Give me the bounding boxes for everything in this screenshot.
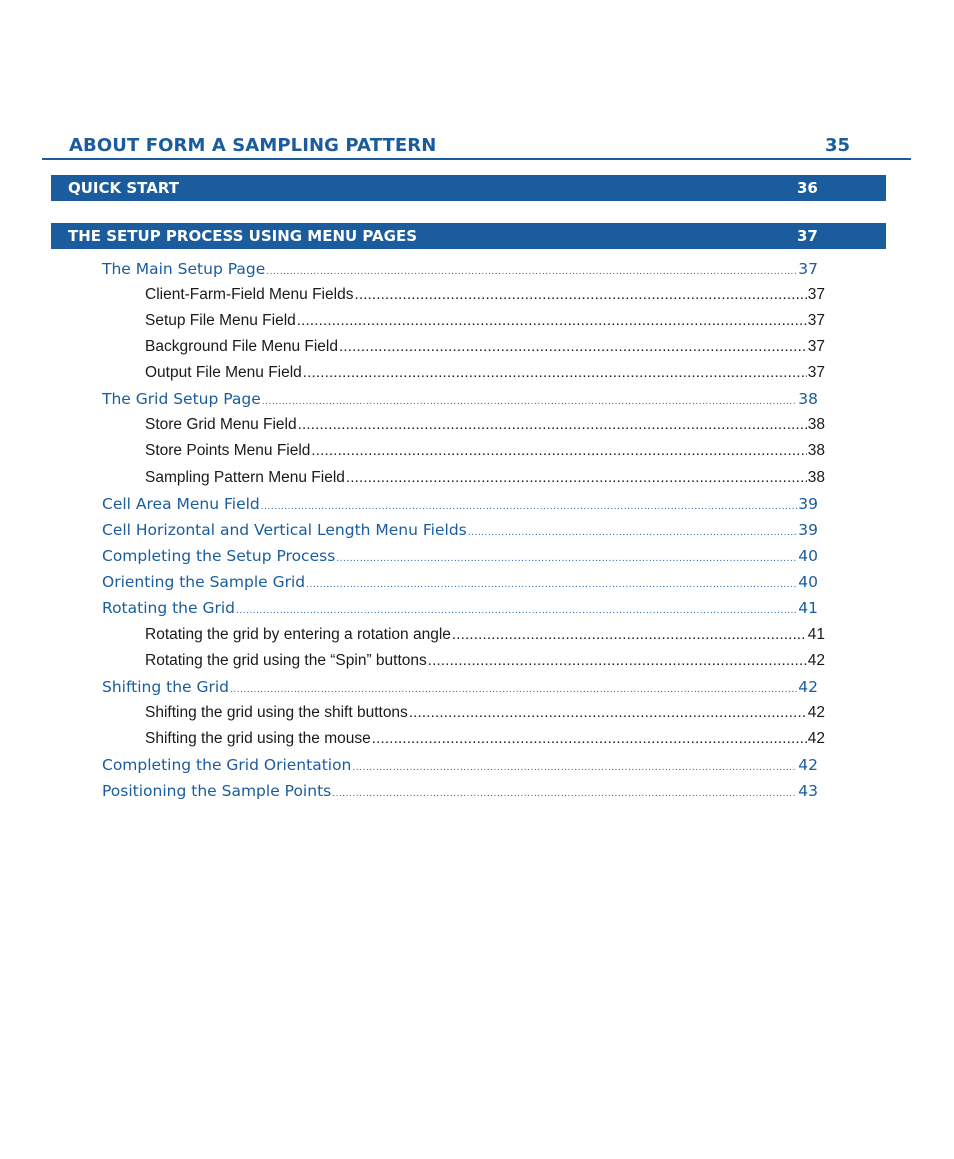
toc-entry-page: 39	[798, 521, 818, 539]
toc-entry-page: 38	[807, 442, 825, 459]
leader-dots	[261, 502, 798, 512]
leader-dots	[297, 312, 807, 329]
leader-dots	[372, 730, 807, 747]
toc-entry-cell-length[interactable]	[102, 521, 818, 543]
toc-entry-label: The Grid Setup Page	[102, 390, 261, 408]
toc-entry-page: 42	[807, 730, 825, 747]
leader-dots	[452, 626, 807, 643]
toc-entry-page: 41	[798, 599, 818, 617]
toc-entry-label: Rotating the grid by entering a rotation angle	[145, 626, 451, 643]
toc-entry-label: Shifting the grid using the shift buttons	[145, 704, 408, 721]
leader-dots	[409, 704, 807, 721]
toc-entry-page: 42	[798, 756, 818, 774]
toc-entry-label: Cell Area Menu Field	[102, 495, 260, 513]
toc-entry-page: 41	[807, 626, 825, 643]
toc-entry-positioning-points[interactable]	[102, 782, 818, 804]
leader-dots	[354, 286, 806, 303]
toc-entry-label: Positioning the Sample Points	[102, 782, 332, 800]
toc-entry-page: 38	[807, 416, 825, 433]
toc-entry-label: Setup File Menu Field	[145, 312, 296, 329]
toc-entry-page: 42	[807, 652, 825, 669]
toc-entry-orienting-grid[interactable]	[102, 573, 818, 595]
toc-entry-background-file[interactable]	[145, 338, 825, 360]
toc-entry-label: Completing the Grid Orientation	[102, 756, 352, 774]
toc-entry-rotating-grid[interactable]	[102, 599, 818, 621]
toc-entry-page: 37	[807, 312, 825, 329]
leader-dots	[311, 442, 806, 459]
leader-dots	[428, 652, 807, 669]
toc-entry-label: Cell Horizontal and Vertical Length Menu Fields	[102, 521, 467, 539]
leader-dots	[336, 554, 797, 564]
toc-entry-sampling-pattern[interactable]	[145, 469, 825, 491]
toc-entry-store-grid[interactable]	[145, 416, 825, 438]
toc-entry-page: 38	[807, 469, 825, 486]
toc-entry-shifting-grid[interactable]	[102, 678, 818, 700]
toc-entry-page: 37	[807, 286, 825, 303]
toc-entry-label: Store Grid Menu Field	[145, 416, 297, 433]
leader-dots	[468, 528, 798, 538]
leader-dots	[236, 606, 797, 616]
toc-entry-page: 40	[798, 547, 818, 565]
toc-entry-label: Background File Menu Field	[145, 338, 338, 355]
leader-dots	[262, 397, 797, 407]
section-page-number: 37	[797, 227, 818, 245]
toc-entry-page: 42	[807, 704, 825, 721]
toc-entry-page: 43	[798, 782, 818, 800]
leader-dots	[266, 267, 797, 277]
toc-entry-client-farm-field[interactable]	[145, 286, 825, 308]
toc-entry-label: Shifting the grid using the mouse	[145, 730, 371, 747]
leader-dots	[298, 416, 807, 433]
section-page-number: 36	[797, 179, 818, 197]
chapter-page-number: 35	[825, 135, 851, 156]
toc-entry-grid-setup-page[interactable]	[102, 390, 818, 412]
toc-entry-page: 42	[798, 678, 818, 696]
toc-entry-label: Store Points Menu Field	[145, 442, 311, 459]
section-title: QUICK START	[68, 179, 179, 197]
toc-entry-shift-buttons[interactable]	[145, 704, 825, 726]
toc-entry-rotation-angle[interactable]	[145, 626, 825, 648]
toc-entry-label: Completing the Setup Process	[102, 547, 336, 565]
toc-entry-completing-setup[interactable]	[102, 547, 818, 569]
toc-entry-label: Rotating the Grid	[102, 599, 235, 617]
toc-entry-page: 38	[798, 390, 818, 408]
toc-entry-page: 37	[798, 260, 818, 278]
leader-dots	[339, 338, 807, 355]
toc-entry-output-file[interactable]	[145, 364, 825, 386]
toc-entry-setup-file[interactable]	[145, 312, 825, 334]
toc-entry-page: 37	[807, 338, 825, 355]
leader-dots	[306, 580, 797, 590]
leader-dots	[303, 364, 807, 381]
toc-entry-page: 37	[807, 364, 825, 381]
toc-entry-store-points[interactable]	[145, 442, 825, 464]
toc-entry-main-setup-page[interactable]	[102, 260, 818, 282]
toc-entry-page: 39	[798, 495, 818, 513]
toc-entry-label: Output File Menu Field	[145, 364, 302, 381]
toc-entry-spin-buttons[interactable]	[145, 652, 825, 674]
chapter-heading[interactable]	[42, 133, 911, 160]
section-quick-start[interactable]	[51, 175, 886, 201]
toc-entry-page: 40	[798, 573, 818, 591]
leader-dots	[332, 789, 797, 799]
toc-entry-label: Shifting the Grid	[102, 678, 230, 696]
toc-entry-cell-area[interactable]	[102, 495, 818, 517]
toc-entry-shift-mouse[interactable]	[145, 730, 825, 752]
chapter-title: ABOUT FORM A SAMPLING PATTERN	[69, 135, 437, 156]
toc-entry-label: Client-Farm-Field Menu Fields	[145, 286, 354, 303]
toc-entry-label: Orienting the Sample Grid	[102, 573, 306, 591]
leader-dots	[352, 763, 797, 773]
toc-entry-label: The Main Setup Page	[102, 260, 266, 278]
section-setup-process[interactable]	[51, 223, 886, 249]
section-title: THE SETUP PROCESS USING MENU PAGES	[68, 227, 418, 245]
toc-entry-completing-orientation[interactable]	[102, 756, 818, 778]
leader-dots	[346, 469, 807, 486]
leader-dots	[230, 685, 797, 695]
toc-entry-label: Rotating the grid using the “Spin” buttons	[145, 652, 427, 669]
toc-entry-label: Sampling Pattern Menu Field	[145, 469, 345, 486]
